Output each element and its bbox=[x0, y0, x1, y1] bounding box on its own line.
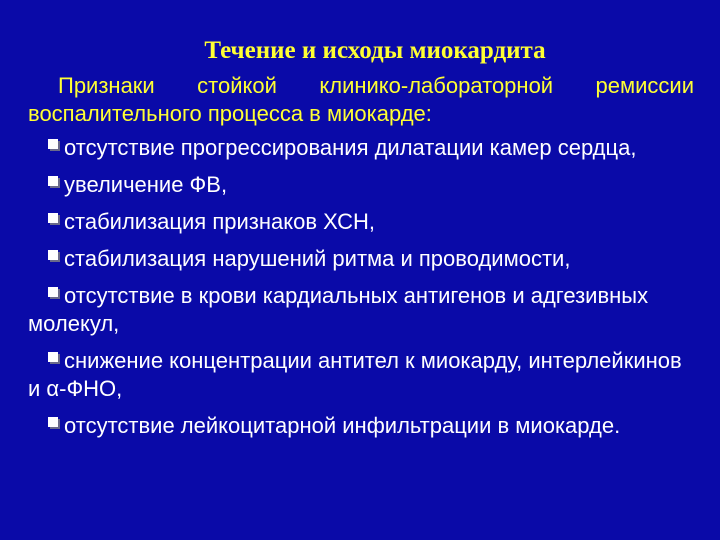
list-item bbox=[28, 134, 694, 162]
list-item-text: отсутствие лейкоцитарной инфильтрации в миокарде. bbox=[64, 413, 621, 438]
list-item-text: стабилизация признаков ХСН, bbox=[64, 209, 375, 234]
list-item-text: отсутствие в крови кардиальных антигенов и адгезивных молекул, bbox=[28, 283, 649, 336]
square-bullet-icon bbox=[48, 417, 58, 427]
list-item-text: отсутствие прогрессирования дилатации камер сердца, bbox=[64, 135, 637, 160]
list-item bbox=[28, 282, 694, 338]
slide-title: Течение и исходы миокардита bbox=[204, 37, 546, 64]
list-item bbox=[28, 171, 694, 199]
square-bullet-icon bbox=[48, 213, 58, 223]
list-item-text: увеличение ФВ, bbox=[64, 172, 228, 197]
square-bullet-icon bbox=[48, 250, 58, 260]
list-item-text: стабилизация нарушений ритма и проводимости, bbox=[64, 246, 571, 271]
square-bullet-icon bbox=[48, 139, 58, 149]
square-bullet-icon bbox=[48, 176, 58, 186]
list-item bbox=[28, 347, 694, 403]
symptom-list bbox=[28, 134, 694, 449]
list-item bbox=[28, 412, 694, 440]
square-bullet-icon bbox=[48, 352, 58, 362]
list-item bbox=[28, 208, 694, 236]
square-bullet-icon bbox=[48, 287, 58, 297]
list-item-text: снижение концентрации антител к миокарду, интерлейкинов и α-ФНО, bbox=[28, 348, 682, 401]
slide-intro: Признаки стойкой клинико-лабораторной ремиссии воспалительного процесса в миокарде: bbox=[28, 73, 694, 126]
list-item bbox=[28, 245, 694, 273]
